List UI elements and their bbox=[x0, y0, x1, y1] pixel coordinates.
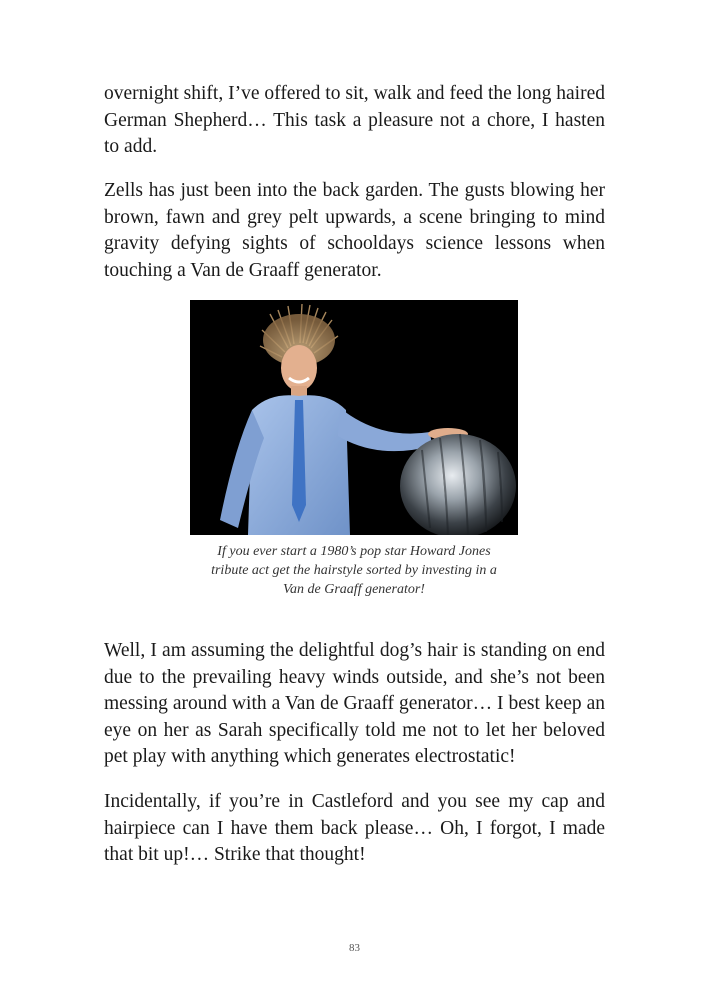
caption-line-1: If you ever start a 1980’s pop star Howard Jones bbox=[217, 544, 491, 559]
page-number: 83 bbox=[349, 942, 360, 954]
paragraph-1: overnight shift, I’ve offered to sit, walk and feed the long haired German Shepherd… This task a pleasure not a chore, I hasten to add. bbox=[104, 83, 605, 157]
paragraph-4: Incidentally, if you’re in Castleford and you see my cap and hairpiece can I have them back please… Oh, I forgot, I made that bit up!… Strike that thought! bbox=[104, 791, 605, 865]
caption-line-2: tribute act get the hairstyle sorted by investing in a bbox=[211, 563, 497, 578]
figure-caption bbox=[190, 542, 518, 599]
van-de-graaff-photo bbox=[190, 300, 518, 535]
paragraph-2: Zells has just been into the back garden. The gusts blowing her brown, fawn and grey pelt upwards, a scene bringing to mind gravity defying sights of schooldays science lessons when touching a Van de Graaff generator. bbox=[104, 180, 605, 281]
paragraph-3: Well, I am assuming the delightful dog’s hair is standing on end due to the prevailing heavy winds outside, and she’s not been messing around with a Van de Graaff generator… I best keep an eye on her as Sarah specifically told me not to let her beloved pet play with anything which generates electrostatic! bbox=[104, 640, 605, 767]
caption-line-3: Van de Graaff generator! bbox=[283, 582, 425, 597]
